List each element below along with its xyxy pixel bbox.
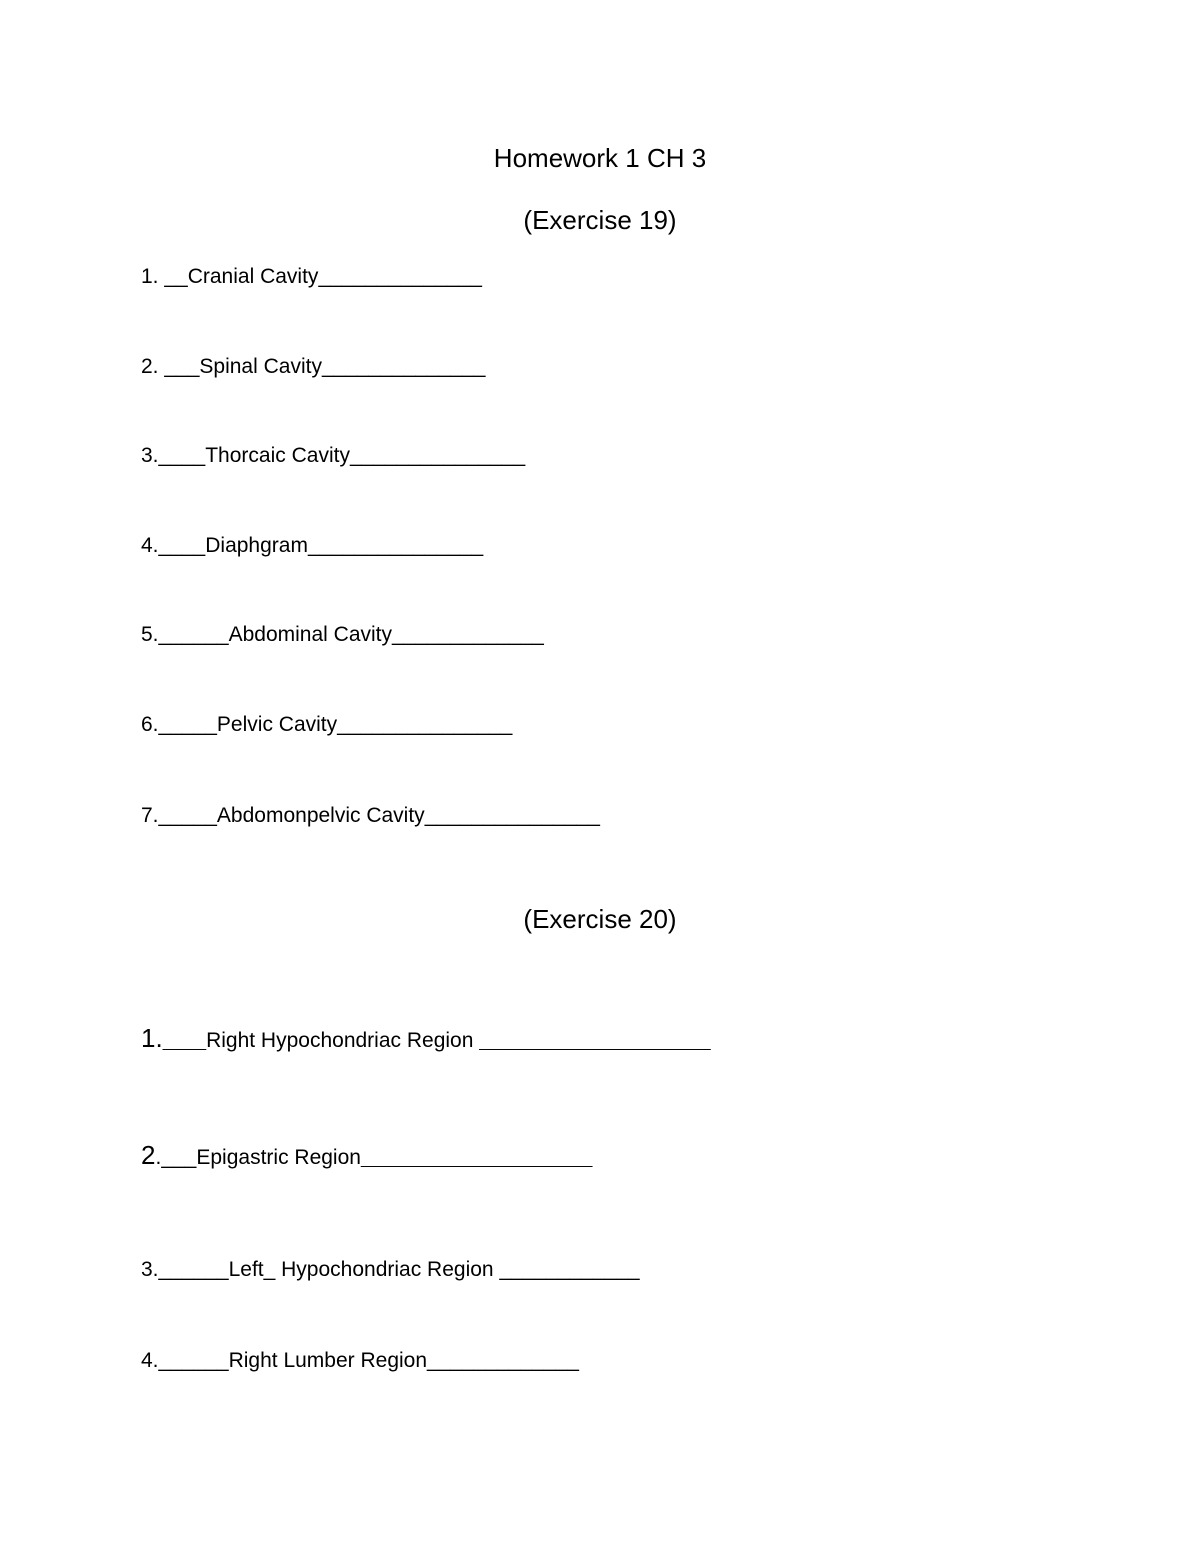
item-number: 7. — [141, 804, 159, 827]
exercise-19-item-7 — [141, 803, 600, 829]
exercise-20-item-1 — [141, 1025, 711, 1054]
item-answer: Right Lumber Region — [228, 1349, 428, 1372]
blank-after: ________________ — [360, 1140, 593, 1170]
exercise-20-item-2 — [141, 1142, 592, 1171]
item-number: 6. — [141, 713, 159, 736]
item-answer: Abdominal Cavity — [228, 623, 392, 646]
blank-after: ______________ — [321, 355, 486, 378]
blank-after: _______________ — [307, 534, 484, 557]
blank-after: _____________ — [427, 1349, 579, 1372]
item-number: 1. — [141, 265, 165, 288]
blank-before: ____ — [158, 534, 206, 557]
blank-before: ______ — [158, 1349, 229, 1372]
blank-after: _______________ — [424, 804, 600, 827]
blank-before: _____ — [158, 804, 217, 827]
blank-before: ___ — [164, 355, 200, 378]
item-number: 4. — [141, 534, 159, 557]
page-title: Homework 1 CH 3 — [493, 143, 707, 173]
item-answer: Left_ Hypochondriac Region — [228, 1258, 500, 1281]
blank-after: ________________ — [479, 1023, 711, 1053]
exercise-20-item-3 — [141, 1257, 640, 1283]
item-number-dot: . — [155, 1146, 162, 1169]
exercise-19-item-4 — [141, 533, 483, 559]
item-answer: Pelvic Cavity — [216, 713, 338, 736]
item-number: 2. — [141, 355, 165, 378]
item-number: 3. — [141, 1258, 159, 1281]
exercise-19-heading: (Exercise 19) — [523, 205, 677, 235]
exercise-20-item-4 — [141, 1348, 579, 1374]
blank-before: __ — [164, 265, 188, 288]
blank-before: ___ — [161, 1146, 197, 1169]
blank-before: ______ — [158, 1258, 229, 1281]
blank-before: _____ — [158, 713, 217, 736]
item-answer: Thorcaic Cavity — [205, 444, 350, 467]
item-number: 4. — [141, 1349, 159, 1372]
item-answer: Diaphgram — [205, 534, 308, 557]
item-number: 2 — [141, 1140, 156, 1170]
item-answer: Cranial Cavity — [187, 265, 319, 288]
blank-after: _____________ — [392, 623, 544, 646]
item-number: 5. — [141, 623, 159, 646]
blank-after: _______________ — [337, 713, 513, 736]
exercise-19-item-5 — [141, 622, 544, 648]
blank-before: ___ — [162, 1023, 207, 1053]
exercise-20-heading: (Exercise 20) — [523, 904, 677, 934]
exercise-19-item-6 — [141, 712, 512, 738]
item-number: 1. — [141, 1023, 163, 1053]
item-answer: Spinal Cavity — [199, 355, 322, 378]
exercise-19-item-2 — [141, 354, 485, 380]
item-number: 3. — [141, 444, 159, 467]
item-answer: Abdomonpelvic Cavity — [216, 804, 425, 827]
blank-before: ____ — [158, 444, 206, 467]
exercise-19-item-1 — [141, 264, 482, 290]
blank-before: ______ — [158, 623, 229, 646]
blank-after: ______________ — [318, 265, 482, 288]
item-answer: Right Hypochondriac Region — [206, 1029, 480, 1052]
exercise-19-item-3 — [141, 443, 525, 469]
item-answer: Epigastric Region — [196, 1146, 361, 1169]
blank-after: ____________ — [499, 1258, 640, 1281]
blank-after: _______________ — [349, 444, 526, 467]
